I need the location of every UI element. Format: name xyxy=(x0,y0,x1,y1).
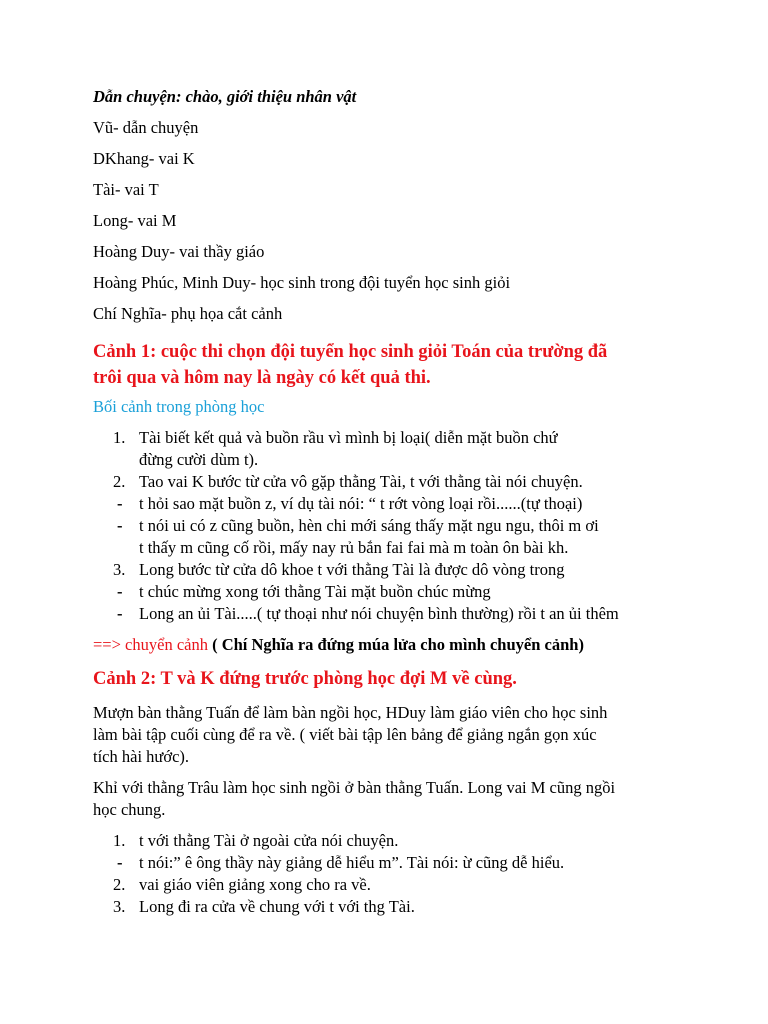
list-marker: - xyxy=(117,516,123,535)
list-item-text: Long đi ra cửa về chung với t với thg Tài. xyxy=(139,897,415,916)
paragraph-line: học chung. xyxy=(93,800,166,819)
paragraph-line: làm bài tập cuối cùng để ra về. ( viết bài tập lên bảng để giảng ngắn gọn xúc xyxy=(93,725,597,744)
list-item-text: t hỏi sao mặt buồn z, ví dụ tài nói: “ t rớt vòng loại rồi......(tự thoại) xyxy=(139,494,583,513)
list-item xyxy=(93,830,683,852)
list-item-text: vai giáo viên giảng xong cho ra về. xyxy=(139,875,371,894)
scene2-heading: Cảnh 2: T và K đứng trước phòng học đợi M về cùng. xyxy=(93,669,517,689)
list-item xyxy=(93,493,683,515)
list-item-text: Tao vai K bước từ cửa vô gặp thằng Tài, t với thằng tài nói chuyện. xyxy=(139,472,583,491)
list-item-text: Long bước từ cửa dô khoe t với thằng Tài là được dô vòng trong xyxy=(139,560,565,579)
list-item-text: t thấy m cũng cố rồi, mấy nay rủ bắn fai fai mà m toàn ôn bài kh. xyxy=(139,538,569,557)
scene2-paragraph xyxy=(93,777,683,821)
list-marker: 1. xyxy=(113,428,126,447)
list-item-text: Long an ủi Tài.....( tự thoại như nói chuyện bình thường) rồi t an ủi thêm xyxy=(139,604,619,623)
scene-transition xyxy=(93,634,683,656)
transition-arrow-label: ==> chuyển cảnh xyxy=(93,635,208,654)
list-marker: 1. xyxy=(113,831,126,850)
cast-item: Chí Nghĩa- phụ họa cắt cảnh xyxy=(93,304,283,323)
list-marker: - xyxy=(117,604,123,623)
list-marker: 3. xyxy=(113,897,126,916)
list-item-text: t với thằng Tài ở ngoài cửa nói chuyện. xyxy=(139,831,399,850)
list-item xyxy=(93,515,683,559)
cast-item: Vũ- dẫn chuyện xyxy=(93,118,199,137)
list-item-text: Tài biết kết quả và buồn rầu vì mình bị loại( diễn mặt buồn chứ xyxy=(139,428,558,447)
list-item xyxy=(93,896,683,918)
intro-title: Dẫn chuyện: chào, giới thiệu nhân vật xyxy=(93,87,357,106)
cast-item: Long- vai M xyxy=(93,211,177,230)
list-item-text: t chúc mừng xong tới thằng Tài mặt buồn chúc mừng xyxy=(139,582,491,601)
document-page xyxy=(93,86,683,927)
list-marker: - xyxy=(117,582,123,601)
paragraph-line: Mượn bàn thằng Tuấn để làm bàn ngồi học, HDuy làm giáo viên cho học sinh xyxy=(93,703,608,722)
scene1-heading-line: trôi qua và hôm nay là ngày có kết quả thi. xyxy=(93,368,431,388)
scene2-paragraph xyxy=(93,702,683,768)
scene1-list xyxy=(93,427,683,625)
list-item xyxy=(93,559,683,581)
scene1-context: Bối cảnh trong phòng học xyxy=(93,397,265,416)
list-item xyxy=(93,852,683,874)
list-item xyxy=(93,874,683,896)
scene1-heading-line: Cảnh 1: cuộc thi chọn đội tuyển học sinh giỏi Toán của trường đã xyxy=(93,342,608,362)
scene2-list xyxy=(93,830,683,918)
cast-item: DKhang- vai K xyxy=(93,149,195,168)
cast-item: Hoàng Phúc, Minh Duy- học sinh trong đội tuyển học sinh giỏi xyxy=(93,273,511,292)
list-marker: 3. xyxy=(113,560,126,579)
list-item xyxy=(93,471,683,493)
list-marker: 2. xyxy=(113,875,126,894)
list-marker: - xyxy=(117,853,123,872)
list-marker: - xyxy=(117,494,123,513)
list-marker: 2. xyxy=(113,472,126,491)
list-item-text: t nói ui có z cũng buồn, hèn chi mới sáng thấy mặt ngu ngu, thôi m ơi xyxy=(139,516,599,535)
cast-item: Tài- vai T xyxy=(93,180,159,199)
list-item xyxy=(93,427,683,471)
list-item-text: t nói:” ê ông thầy này giảng dễ hiểu m”. Tài nói: ừ cũng dễ hiểu. xyxy=(139,853,565,872)
transition-note: ( Chí Nghĩa ra đứng múa lửa cho mình chuyển cảnh) xyxy=(207,635,584,654)
list-item xyxy=(93,603,683,625)
paragraph-line: tích hài hước). xyxy=(93,747,190,766)
scene1-heading xyxy=(93,339,683,391)
list-item-text: đừng cười dùm t). xyxy=(139,450,259,469)
list-item xyxy=(93,581,683,603)
paragraph-line: Khỉ với thằng Trâu làm học sinh ngồi ở bàn thằng Tuấn. Long vai M cũng ngồi xyxy=(93,778,616,797)
cast-item: Hoàng Duy- vai thầy giáo xyxy=(93,242,265,261)
